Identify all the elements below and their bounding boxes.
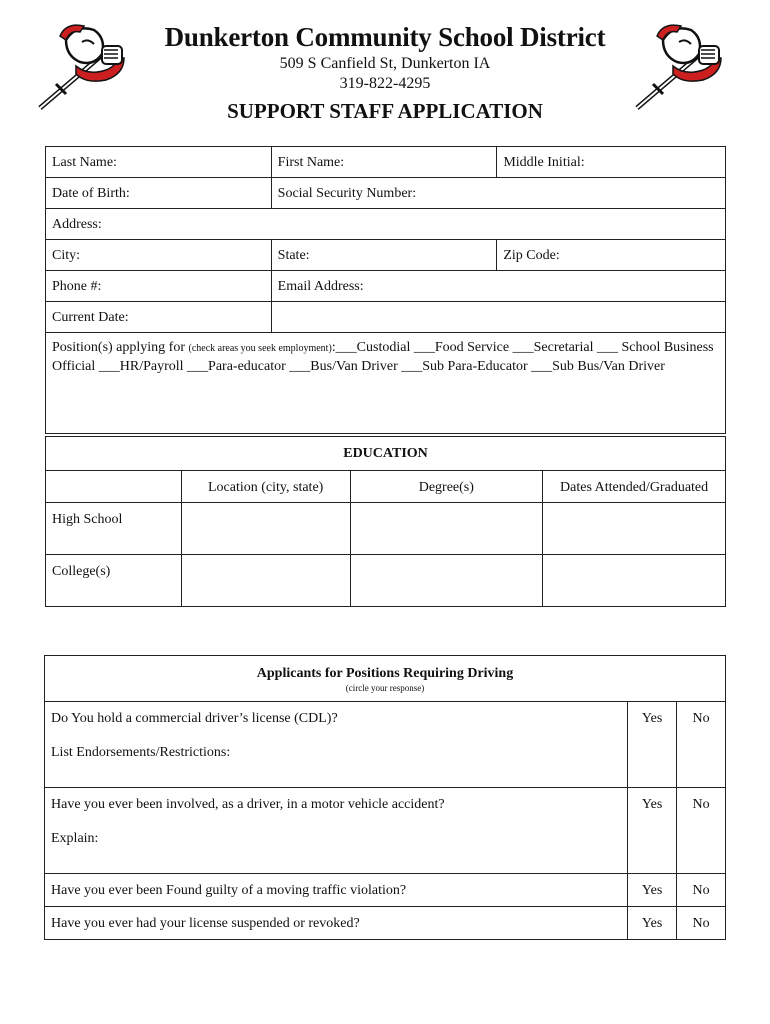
middle-initial-label: Middle Initial: [503,155,585,170]
first-name-label: First Name: [277,155,345,170]
state-label: State: [277,248,310,263]
positions-field[interactable] [46,333,726,434]
zip-field[interactable] [497,240,726,271]
current-date-field[interactable] [271,302,725,333]
dob-field[interactable] [46,178,272,209]
accident-no-option[interactable]: No [677,788,726,874]
current-date-label: Current Date: [52,310,129,325]
high-school-location-input[interactable] [181,503,350,555]
driving-title: Applicants for Positions Requiring Driving [256,666,514,681]
letterhead [0,20,770,124]
cdl-question[interactable] [45,702,628,788]
zip-label: Zip Code: [503,248,560,263]
education-title: EDUCATION [46,437,726,471]
last-name-field[interactable] [46,147,272,178]
suspension-no-option[interactable]: No [677,907,726,940]
ssn-label: Social Security Number: [277,186,417,201]
violation-question: Have you ever been Found guilty of a moving traffic violation? [45,874,628,907]
high-school-dates-input[interactable] [543,503,726,555]
email-label: Email Address: [277,279,364,294]
college-location-input[interactable] [181,555,350,607]
education-col-location: Location (city, state) [181,471,350,503]
education-row-high-school: High School [46,503,182,555]
district-phone: 319-822-4295 [339,75,431,92]
education-col-degree: Degree(s) [350,471,543,503]
phone-label: Phone #: [52,279,102,294]
driving-subtitle: (circle your response) [345,683,425,693]
cdl-no-option[interactable]: No [677,702,726,788]
district-address: 509 S Canfield St, Dunkerton IA [279,55,491,72]
cdl-question-text: Do You hold a commercial driver’s license (CDL)? [51,711,338,726]
education-col-dates: Dates Attended/Graduated [543,471,726,503]
form-title: SUPPORT STAFF APPLICATION [227,99,543,123]
accident-question[interactable] [45,788,628,874]
high-school-degree-input[interactable] [350,503,543,555]
cdl-yes-option[interactable]: Yes [628,702,677,788]
suspension-question: Have you ever had your license suspended or revoked? [45,907,628,940]
college-degree-input[interactable] [350,555,543,607]
position-options: :___Custodial ___Food Service ___Secretarial ___ School Business Official ___HR/Payroll ___Para-educator ___Bus/Van Driver ___Sub Para-Educator ___Sub Bus/Van Driver [52,340,714,374]
email-field[interactable] [271,271,725,302]
education-table [45,436,726,607]
accident-yes-option[interactable]: Yes [628,788,677,874]
state-field[interactable] [271,240,497,271]
position-label: Position(s) applying for [52,340,185,355]
middle-initial-field[interactable] [497,147,726,178]
address-label: Address: [52,217,102,232]
education-row-college: College(s) [46,555,182,607]
last-name-label: Last Name: [52,155,117,170]
driving-table [44,655,726,940]
current-date-label-cell [46,302,272,333]
address-field[interactable] [46,209,726,240]
ssn-field[interactable] [271,178,725,209]
phone-field[interactable] [46,271,272,302]
violation-no-option[interactable]: No [677,874,726,907]
district-name: Dunkerton Community School District [164,22,606,52]
cdl-endorsements-label: List Endorsements/Restrictions: [51,745,231,760]
city-label: City: [52,248,81,263]
accident-explain-label: Explain: [51,831,99,846]
position-note: (check areas you seek employment) [188,343,332,354]
suspension-yes-option[interactable]: Yes [628,907,677,940]
first-name-field[interactable] [271,147,497,178]
dob-label: Date of Birth: [52,186,130,201]
driving-header [45,656,726,702]
violation-yes-option[interactable]: Yes [628,874,677,907]
college-dates-input[interactable] [543,555,726,607]
city-field[interactable] [46,240,272,271]
personal-info-table [45,146,726,434]
education-blank-header [46,471,182,503]
accident-question-text: Have you ever been involved, as a driver, in a motor vehicle accident? [51,797,445,812]
